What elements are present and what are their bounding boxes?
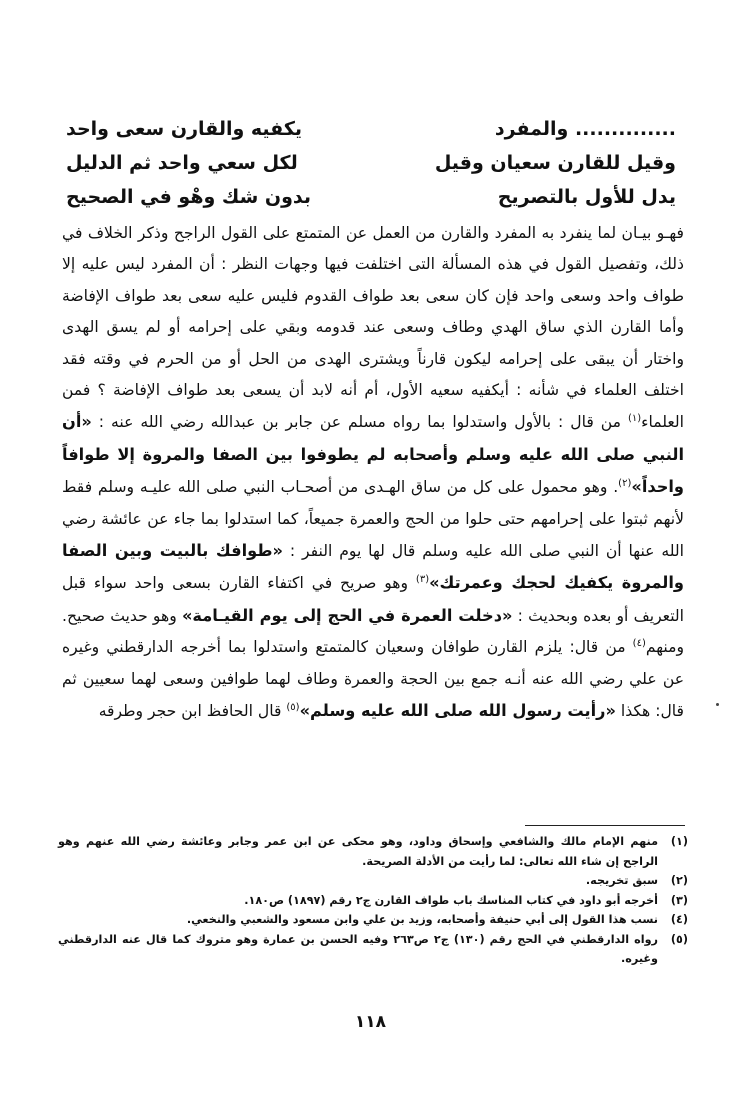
footnote-number: (٤) [670, 913, 688, 926]
prose-segment: من قال : بالأول واستدلوا بما رواه مسلم عن جابر بن عبدالله رضي الله عنه : [91, 413, 628, 432]
poem-verse-3 [66, 180, 676, 214]
verse-1-second-hemistich: يكفيه والقارن سعى واحد [66, 118, 303, 140]
prose-segment: . وهو محمول على كل من ساق الهـدى من أصحـاب النبي صلى الله عليـه وسلم فقط لأنهم ثبتوا على إحرامهم حتى حلوا من الحج والعمرة جميعاً، كما استدلوا بما جاء عن عائشة رضي الله عنها أن النبي صلى الله عليه وسلم قال لها يوم النفر : [62, 478, 684, 561]
verse-3-second-hemistich: بدون شك وهْو في الصحيح [66, 186, 312, 208]
footnote-3 [58, 891, 688, 911]
poem-block [66, 112, 676, 214]
verse-2-first-hemistich: وقيل للقارن سعيان وقيل [434, 152, 676, 174]
page-number: ١١٨ [354, 1012, 387, 1032]
prose-segment: وهو صريح في اكتفاء القارن بسعى واحد سواء قبل التعريف أو بعده وبحديث : [62, 574, 684, 625]
footnote-ref-4[interactable]: (٤) [632, 638, 646, 650]
hadith-quote: «رأيت رسول الله صلى الله عليه وسلم» [299, 701, 616, 721]
poem-verse-2 [66, 146, 676, 180]
poem-verse-1 [66, 112, 676, 146]
scan-speck [716, 703, 719, 706]
footnote-text: أخرجه أبو داود في كتاب المناسك باب طواف القارن ج٢ رقم (١٨٩٧) ص١٨٠. [244, 893, 658, 907]
verse-1-first-hemistich: .............. والمفرد [494, 118, 676, 140]
footnote-4 [58, 910, 688, 930]
footnote-ref-5[interactable]: (٥) [286, 701, 300, 713]
prose-segment: فهـو بيـان لما ينفرد به المفرد والقارن من العمل عن المتمتع على القول الراجح وذكر الخلاف في ذلك، وتفصيل القول في هذه المسألة التى اختلفت فيها وجهات النظر : أن المفرد ليس عليه إلا طواف واحد وسعى واحد فإن كان سعى بعد طواف القدوم فليس عليه سعى بعد طواف الإفاضة وأما القارن الذي ساق الهدي وطاف وسعى عند قدومه وبقي على إحرامه أو لم يسق الهدى واختار أن يبقى على إحرامه ليكون قارناً ويشترى الهدى من الحل أو من الحرم في وقته فقد اختلف العلماء في شأنه : أيكفيه سعيه الأول، أم أنه لابد أن يسعى بعد طواف الإفاضة ؟ فمن العلماء [62, 224, 684, 432]
footnote-divider [525, 825, 685, 826]
verse-2-second-hemistich: لكل سعي واحد ثم الدليل [66, 152, 298, 174]
footnote-2 [58, 871, 688, 891]
hadith-quote: «دخلت العمرة في الحج إلى يوم القيـامة» [181, 605, 513, 625]
footnote-number: (١) [670, 835, 688, 848]
hadith-quote: «طوافك بالبيت وبين الصفا والمروة يكفيك لحجك وعمرتك» [62, 541, 684, 593]
prose-segment: قال الحافظ ابن حجر وطرقه [98, 702, 287, 721]
footnote-ref-2[interactable]: (٢) [618, 478, 632, 490]
footnote-number: (٢) [670, 874, 688, 887]
prose-segment: وهو حديث صحيح. ومنهم [62, 606, 684, 657]
footnote-number: (٣) [670, 893, 688, 907]
footnote-text: رواه الدارقطني في الحج رقم (١٣٠) ج٢ ص٢٦٣ وفيه الحسن بن عمارة وهو متروك كما قال عنه الدارقطني وغيره. [58, 932, 658, 965]
footnote-ref-1[interactable]: (١) [627, 413, 642, 425]
footnote-text: سبق تخريجه. [585, 874, 658, 887]
verse-3-first-hemistich: يدل للأول بالتصريح [497, 186, 676, 208]
prose-segment: من قال: يلزم القارن طوافان وسعيان كالمتمتع واستدلوا بما أخرجه الدارقطني وغيره عن علي رضي الله عنه أنـه جمع بين الحجة والعمرة وطاف لهما طوافين وسعى لهما سعيين ثم قال: هكذا [62, 638, 684, 721]
footnote-text: منهم الإمام مالك والشافعي وإسحاق وداود، وهو محكى عن ابن عمر وجابر وعائشة رضي الله عنهم وهو الراجح إن شاء الله تعالى: لما رأيت من الأدلة الصريحة. [58, 835, 658, 868]
footnote-1 [58, 832, 688, 871]
footnote-5 [58, 930, 688, 969]
commentary-text [62, 218, 684, 728]
footnote-ref-3[interactable]: (٣) [415, 574, 430, 586]
hadith-quote: «أن النبي صلى الله عليه وسلم وأصحابه لم يطوفوا بين الصفا والمروة إلا طوافاً واحداً» [62, 412, 684, 497]
footnote-number: (٥) [670, 932, 688, 946]
footnote-text: نسب هذا القول إلى أبي حنيفة وأصحابه، وزيد بن علي وابن مسعود والشعبي والنخعي. [186, 913, 658, 926]
commentary-paragraph [62, 218, 684, 728]
footnotes [58, 832, 688, 969]
